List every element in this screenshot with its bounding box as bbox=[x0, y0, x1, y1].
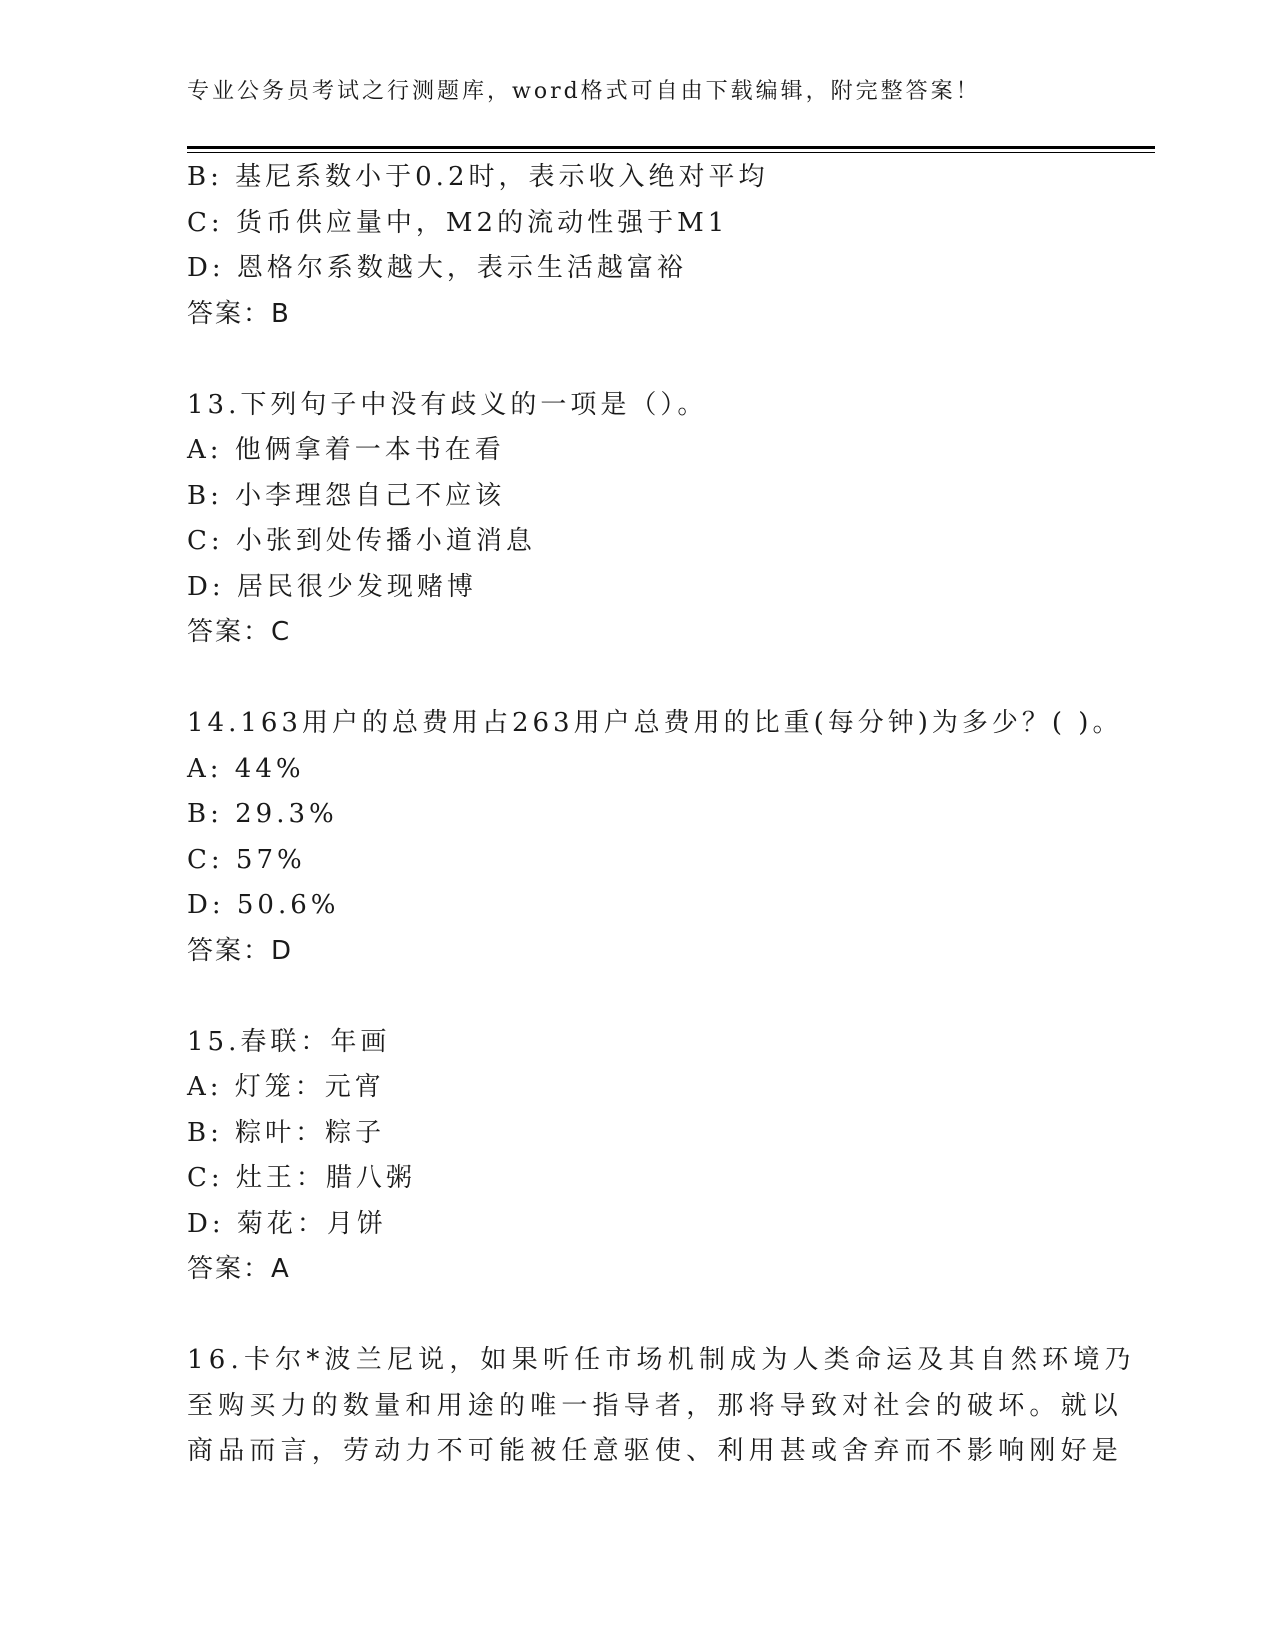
option-c: C: 货币供应量中，M2的流动性强于M1 bbox=[187, 207, 729, 238]
question-12 bbox=[187, 155, 1087, 337]
option-d: D: 菊花：月饼 bbox=[187, 1208, 387, 1239]
option-a: A: 灯笼：元宵 bbox=[187, 1072, 385, 1102]
spacer bbox=[187, 1293, 1087, 1339]
option-c: C: 小张到处传播小道消息 bbox=[187, 526, 536, 556]
question-text-line: 16.卡尔*波兰尼说，如果听任市场机制成为人类命运及其自然环境乃 bbox=[187, 1345, 1136, 1375]
option-b: B: 基尼系数小于0.2时，表示收入绝对平均 bbox=[187, 162, 769, 192]
question-13 bbox=[187, 383, 1087, 656]
option-c: C: 灶王：腊八粥 bbox=[187, 1163, 416, 1193]
question-14 bbox=[187, 701, 1123, 974]
header-rule-thick bbox=[187, 146, 1155, 149]
answer: 答案：B bbox=[187, 298, 291, 329]
option-a: A: 他俩拿着一本书在看 bbox=[187, 435, 505, 465]
page-header: 专业公务员考试之行测题库，word格式可自由下载编辑，附完整答案！ bbox=[187, 79, 981, 104]
spacer bbox=[187, 656, 1087, 702]
question-text-line: 商品而言，劳动力不可能被任意驱使、利用甚或舍弃而不影响刚好是 bbox=[187, 1436, 1124, 1466]
option-b: B: 小李理怨自己不应该 bbox=[187, 480, 506, 511]
option-b: B: 粽叶：粽子 bbox=[187, 1117, 386, 1148]
option-a: A: 44% bbox=[187, 753, 305, 784]
header-rule-thin bbox=[187, 152, 1155, 153]
spacer bbox=[187, 337, 1087, 383]
option-c: C: 57% bbox=[187, 844, 306, 875]
option-d: D: 恩格尔系数越大，表示生活越富裕 bbox=[187, 253, 687, 283]
answer: 答案：A bbox=[187, 1254, 291, 1284]
document-body bbox=[187, 155, 1136, 1475]
question-16 bbox=[187, 1338, 1136, 1475]
answer: 答案：C bbox=[187, 617, 292, 647]
question-text-line: 至购买力的数量和用途的唯一指导者，那将导致对社会的破坏。就以 bbox=[187, 1390, 1124, 1421]
question-text: 13.下列句子中没有歧义的一项是（）。 bbox=[187, 389, 708, 420]
spacer bbox=[187, 974, 1087, 1020]
option-d: D: 居民很少发现赌博 bbox=[187, 571, 477, 602]
question-text: 15.春联：年画 bbox=[187, 1026, 391, 1057]
option-d: D: 50.6% bbox=[187, 890, 340, 920]
question-15 bbox=[187, 1020, 1087, 1293]
question-text: 14.163用户的总费用占263用户总费用的比重(每分钟)为多少？( )。 bbox=[187, 708, 1123, 738]
answer: 答案：D bbox=[187, 935, 294, 966]
option-b: B: 29.3% bbox=[187, 799, 338, 829]
